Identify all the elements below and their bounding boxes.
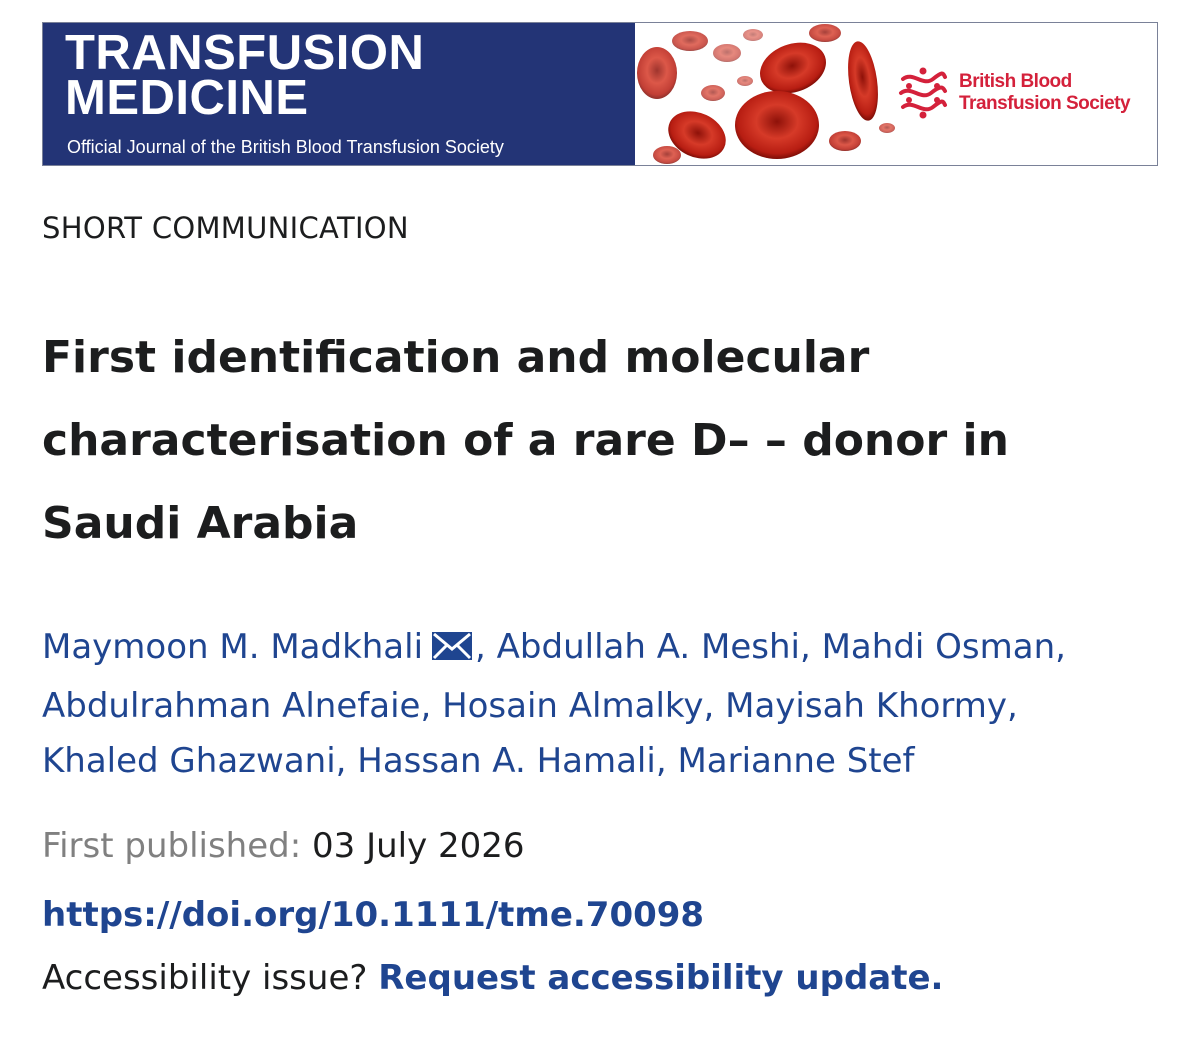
request-accessibility-update-link[interactable]: Request accessibility update. xyxy=(378,958,944,998)
society-name xyxy=(959,71,1130,115)
society-name-line2: Transfusion Society xyxy=(959,93,1131,114)
author-separator: , xyxy=(799,627,811,667)
publication-date xyxy=(42,826,525,866)
bbts-logo-icon xyxy=(897,65,949,121)
journal-subtitle: Official Journal of the British Blood Transfusion Society xyxy=(67,137,504,157)
society-logo xyxy=(897,65,1130,121)
author-link[interactable]: Abdulrahman Alnefaie xyxy=(42,686,421,726)
author-link[interactable]: Marianne Stef xyxy=(677,741,915,781)
author-separator: , xyxy=(703,686,715,726)
journal-banner[interactable] xyxy=(42,22,1158,166)
author-link[interactable]: Hassan A. Hamali xyxy=(357,741,656,781)
banner-artwork xyxy=(635,23,1157,165)
author-list xyxy=(42,620,1172,789)
journal-masthead xyxy=(43,23,635,165)
author-separator: , xyxy=(655,741,667,781)
first-published-date: 03 July 2026 xyxy=(312,826,525,866)
author-link[interactable]: Hosain Almalky xyxy=(442,686,704,726)
journal-title xyxy=(65,26,425,125)
article-title: First identification and molecular characterisation of a rare D– – donor in Saudi Arabia xyxy=(42,332,1009,549)
author-link[interactable]: Abdullah A. Meshi xyxy=(496,627,800,667)
accessibility-prompt: Accessibility issue? xyxy=(42,958,368,998)
mail-icon[interactable] xyxy=(431,624,473,679)
journal-title-line1: TRANSFUSION xyxy=(65,26,425,80)
author-link[interactable]: Khaled Ghazwani xyxy=(42,741,336,781)
author-separator: , xyxy=(1007,686,1018,726)
first-published-label: First published: xyxy=(42,826,302,866)
author-separator: , xyxy=(475,627,486,667)
author-link[interactable]: Mayisah Khormy xyxy=(725,686,1008,726)
journal-title-line2: MEDICINE xyxy=(65,71,309,125)
author-separator: , xyxy=(420,686,432,726)
doi-link[interactable]: https://doi.org/10.1111/tme.70098 xyxy=(42,895,705,935)
author-separator: , xyxy=(1055,627,1066,667)
article-type: SHORT COMMUNICATION xyxy=(42,211,409,245)
accessibility-notice xyxy=(42,958,943,998)
society-name-line1: British Blood xyxy=(959,71,1072,92)
author-separator: , xyxy=(335,741,347,781)
author-link[interactable]: Maymoon M. Madkhali xyxy=(42,627,424,667)
author-link[interactable]: Mahdi Osman xyxy=(821,627,1056,667)
